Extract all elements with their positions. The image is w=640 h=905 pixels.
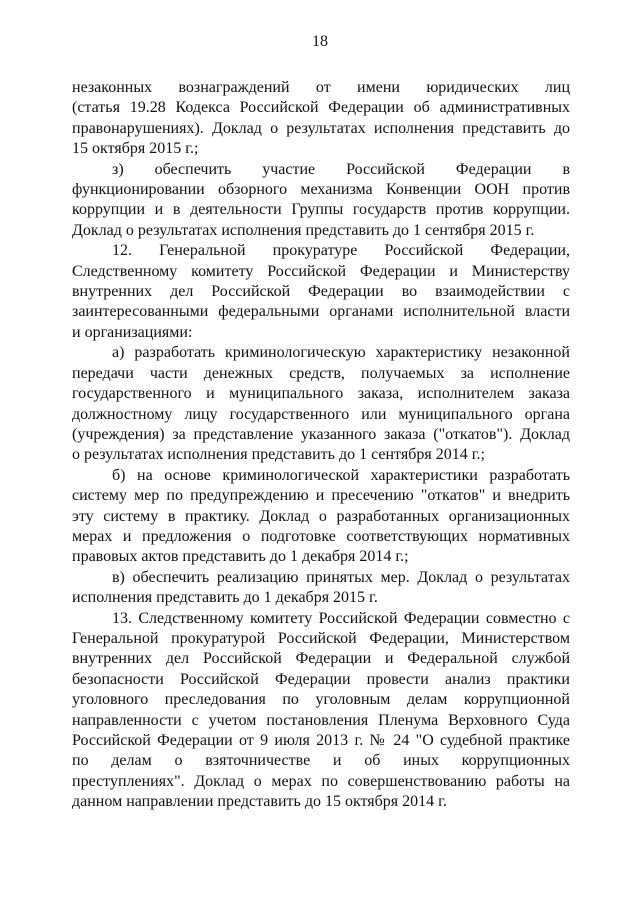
text-line: коррупции и в деятельности Группы государств против коррупции. (72, 201, 570, 219)
text-line: а) разработать криминологическую характеристику незаконной (112, 344, 570, 362)
text-line: правонарушениях). Доклад о результатах исполнения представить до (72, 119, 570, 137)
text-line: систему мер по предупреждению и пресечению "откатов" и внедрить (72, 487, 570, 505)
text-line: з) обеспечить участие Российской Федерации в (112, 160, 570, 178)
text-line: внутренних дел Российской Федерации и Федеральной службой (72, 650, 570, 668)
text-line: функционировании обзорного механизма Конвенции ООН против (72, 181, 570, 199)
page-number: 18 (312, 33, 328, 50)
text-line: (учреждения) за представление указанного заказа ("откатов"). Доклад (72, 425, 570, 443)
text-line: исполнения представить до 1 декабря 2015 г. (72, 589, 378, 607)
text-line: направленности с учетом постановления Пленума Верховного Суда (72, 711, 570, 729)
text-line: внутренних дел Российской Федерации во взаимодействии с (72, 283, 570, 301)
text-line: Доклад о результатах исполнения представить до 1 сентября 2015 г. (72, 221, 535, 239)
text-line: безопасности Российской Федерации провести анализ практики (72, 670, 570, 688)
document-body (72, 78, 570, 813)
text-line: уголовного преследования по уголовным делам коррупционной (72, 691, 570, 709)
text-line: 13. Следственному комитету Российской Федерации совместно с (112, 609, 570, 627)
text-line: эту систему в практику. Доклад о разработанных организационных (72, 507, 570, 525)
text-line: о результатах исполнения представить до 1 сентября 2014 г.; (72, 446, 485, 464)
text-line: правовых актов представить до 1 декабря 2014 г.; (72, 548, 409, 566)
text-line: б) на основе криминологической характеристики разработать (112, 466, 570, 484)
paragraph-v (72, 568, 570, 609)
text-line: заинтересованными федеральными органами исполнительной власти (72, 303, 570, 321)
text-line: 12. Генеральной прокуратуре Российской Федерации, (112, 242, 570, 260)
text-line: (статья 19.28 Кодекса Российской Федерации об административных (72, 99, 570, 117)
paragraph-p13 (72, 609, 570, 813)
paragraph-b (72, 466, 570, 568)
paragraph-p12 (72, 241, 570, 343)
paragraph-cont (72, 78, 570, 160)
text-line: должностному лицу государственного или муниципального органа (72, 405, 570, 423)
paragraph-a (72, 343, 570, 465)
text-line: преступлениях". Доклад о мерах по совершенствованию работы на (72, 772, 570, 790)
text-line: по делам о взяточничестве и об иных коррупционных (72, 752, 570, 770)
text-line: и организациями: (72, 323, 193, 341)
text-line: Следственному комитету Российской Федерации и Министерству (72, 262, 570, 280)
text-line: Генеральной прокуратурой Российской Федерации, Министерством (72, 629, 570, 647)
text-line: государственного и муниципального заказа, исполнителем заказа (72, 385, 570, 403)
text-line: в) обеспечить реализацию принятых мер. Доклад о результатах (112, 568, 570, 586)
text-line: 15 октября 2015 г.; (72, 140, 199, 158)
text-line: передачи части денежных средств, получаемых за исполнение (72, 364, 570, 382)
paragraph-z (72, 160, 570, 242)
text-line: мерах и предложения о подготовке соответствующих нормативных (72, 527, 570, 545)
text-line: незаконных вознаграждений от имени юридических лиц (72, 79, 570, 96)
text-line: данном направлении представить до 15 октября 2014 г. (72, 793, 447, 811)
text-line: Российской Федерации от 9 июля 2013 г. № 24 "О судебной практике (72, 732, 570, 749)
